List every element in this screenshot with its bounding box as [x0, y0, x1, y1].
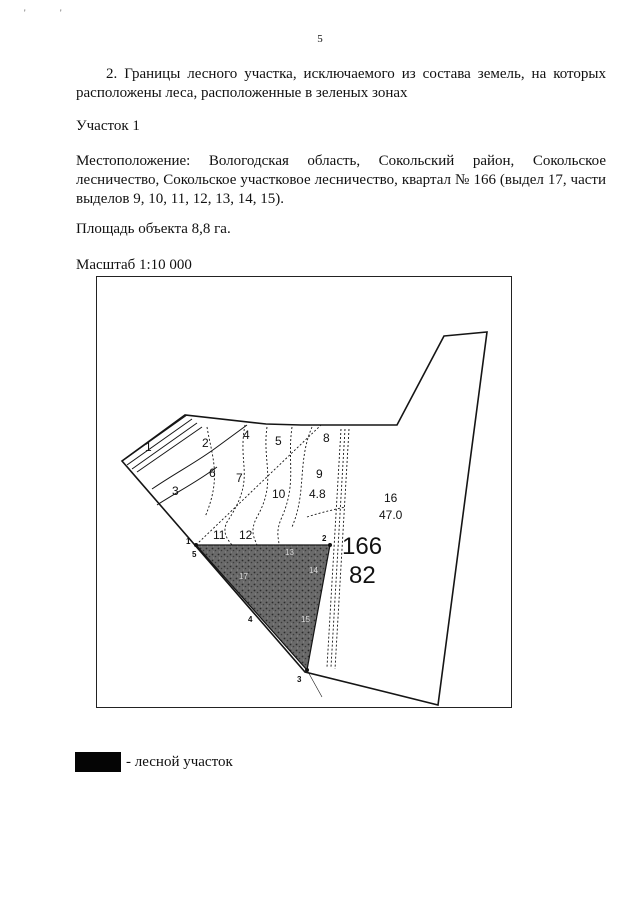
scan-mark-left: ' — [24, 8, 26, 18]
vydel-10-label: 10 — [272, 487, 286, 501]
vydel-16-label: 16 — [384, 491, 398, 505]
location-text: Местоположение: Вологодская область, Сокольский район, Сокольское лесничество, Сокольское участковое лесничество, квартал № 166 (выдел 17, части выделов 9, 10, 11, 12, 13, 14, 15). — [76, 153, 606, 207]
vydel-9-area: 4.8 — [309, 487, 326, 501]
plot-title: Участок 1 — [76, 118, 140, 134]
vydel-lines-left — [122, 415, 247, 505]
area-text: Площадь объекта 8,8 га. — [76, 221, 231, 237]
vydel-13-label: 13 — [285, 548, 294, 557]
forest-plot-area — [196, 545, 330, 670]
point-3-marker — [305, 668, 309, 672]
page-number: 5 — [317, 33, 323, 45]
section-heading: 2. Границы лесного участка, исключаемого из состава земель, на которых расположены леса, расположенные в зеленых зонах — [76, 66, 606, 101]
vydel-14-label: 14 — [309, 566, 318, 575]
point-2-label: 2 — [322, 534, 327, 543]
vydel-4-label: 4 — [243, 428, 250, 442]
vydel-5-label: 5 — [275, 434, 282, 448]
vydel-16-area: 47.0 — [379, 508, 403, 522]
quarter-area: 82 — [349, 562, 376, 589]
legend-label: - лесной участок — [126, 754, 233, 770]
point-1-marker — [194, 543, 198, 547]
vydel-2-label: 2 — [202, 436, 209, 450]
point-4-label: 4 — [248, 615, 253, 624]
point-2-marker — [328, 543, 332, 547]
vydel-1-label: 1 — [145, 440, 152, 454]
scan-mark-right: ' — [60, 8, 62, 18]
point-3-label: 3 — [297, 675, 302, 684]
scale-text: Масштаб 1:10 000 — [76, 257, 192, 273]
vydel-8-label: 8 — [323, 431, 330, 445]
point-5-label: 5 — [192, 550, 197, 559]
vydel-6-label: 6 — [209, 466, 216, 480]
vydel-7-label: 7 — [236, 471, 243, 485]
vydel-17-label: 17 — [239, 572, 248, 581]
quarter-number: 166 — [342, 533, 383, 560]
forest-plot-map — [97, 277, 513, 709]
map-frame — [96, 276, 512, 708]
point-1-label: 1 — [186, 537, 191, 546]
legend-swatch — [75, 752, 121, 772]
vydel-15-label: 15 — [301, 615, 310, 624]
vydel-3-label: 3 — [172, 484, 179, 498]
vydel-9-label: 9 — [316, 467, 323, 481]
vydel-12-label: 12 — [239, 528, 253, 542]
vydel-11-label: 11 — [213, 528, 226, 542]
